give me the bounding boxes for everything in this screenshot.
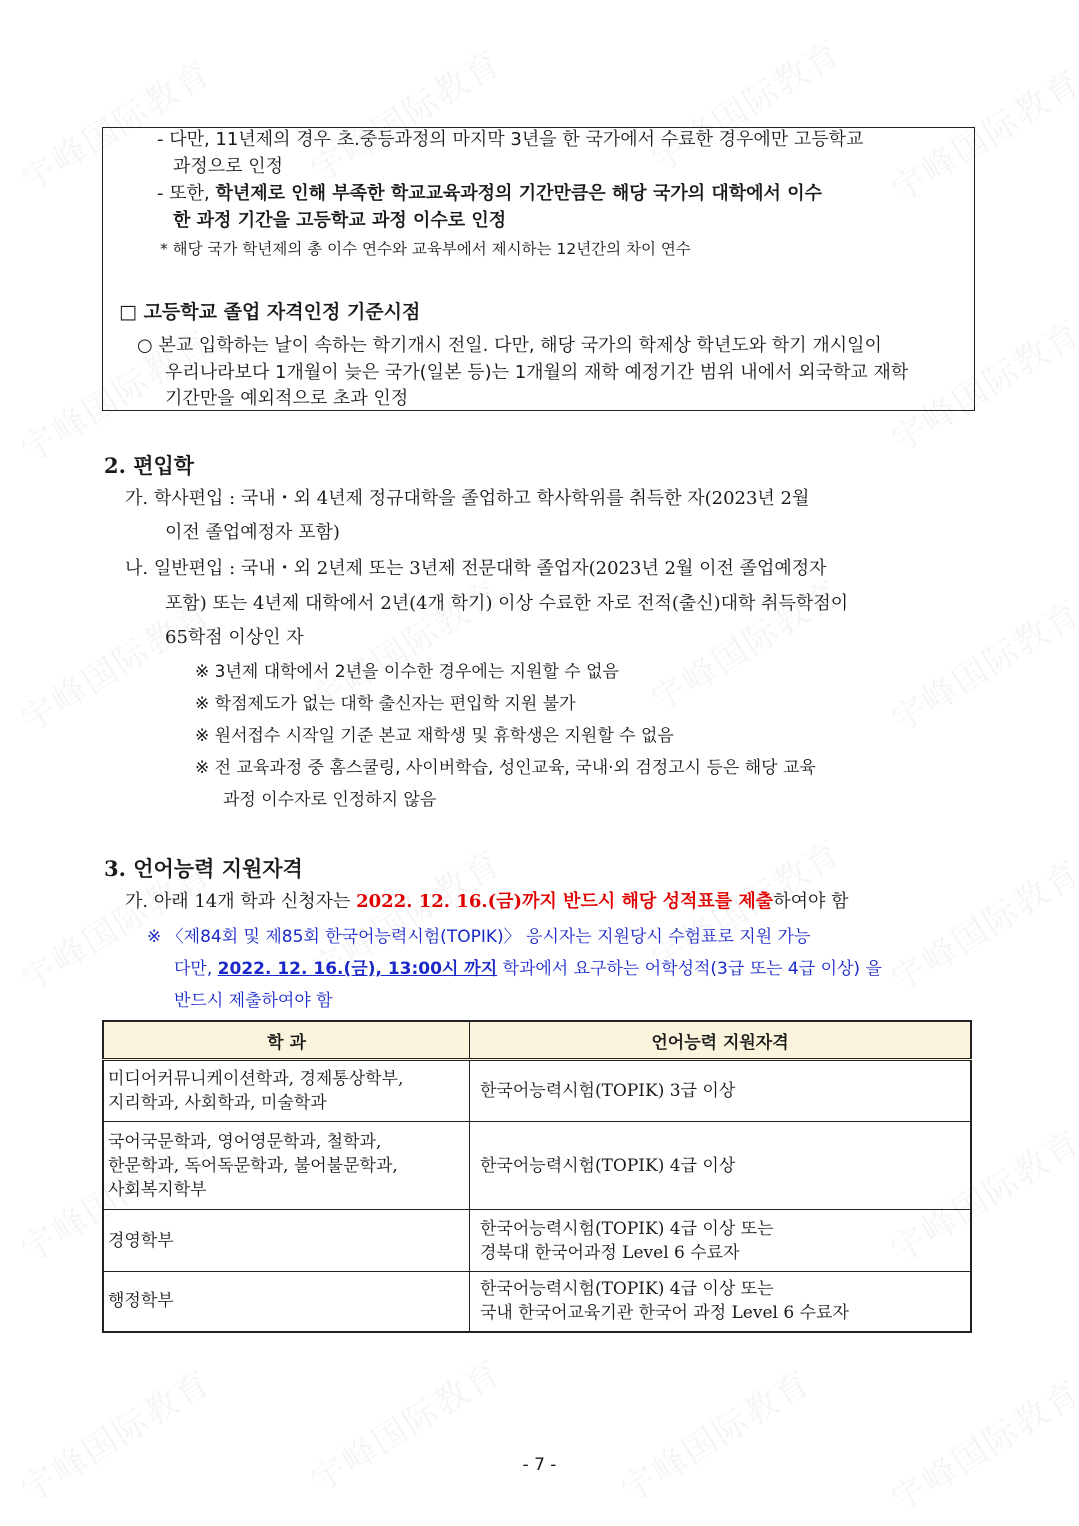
section-2-item-b-line-3: 65학점 이상인 자 [165,627,304,648]
box-line-2: 과정으로 인정 [173,156,284,177]
table-row [103,1272,971,1332]
table-cell-requirement [470,1060,972,1122]
section-3-item-a-suffix: 하여야 함 [773,891,849,912]
requirement-line: 한국어능력시험(TOPIK) 4급 이상 [480,1155,736,1176]
section-3-deadline-highlight: 2022. 12. 16.(금)까지 반드시 해당 성적표를 제출 [356,891,774,912]
box-line-3-bold: 학년제로 인해 부족한 학교교육과정의 기간만큼은 해당 국가의 대학에서 이수 [215,183,822,204]
table-row [103,1210,971,1272]
table-cell-dept [103,1272,470,1332]
table-cell-dept [103,1210,470,1272]
box-heading: □ 고등학교 졸업 자격인정 기준시점 [119,301,421,323]
watermark-text [610,1356,819,1512]
table-cell-requirement [470,1122,972,1210]
section-3-note-line-1: ※ 〈제84회 및 제85회 한국어능력시험(TOPIK)〉 응시자는 지원당시 수험표로 지원 가능 [147,927,811,947]
dept-line: 행정학부 [108,1291,174,1312]
language-requirement-table [102,1020,972,1333]
box-para-line-1: ○ 본교 입학하는 날이 속하는 학기개시 전일. 다만, 해당 국가의 학제상 학년도와 학기 개시일이 [137,335,882,356]
box-line-1: - 다만, 11년제의 경우 초.중등과정의 마지막 3년을 한 국가에서 수료한 경우에만 고등학교 [157,129,864,150]
requirement-line: 한국어능력시험(TOPIK) 3급 이상 [480,1081,736,1101]
dept-line: 국어국문학과, 영어영문학과, 철학과, [108,1131,382,1152]
section-3-note-line-3: 반드시 제출하여야 함 [174,991,333,1011]
table-cell-requirement [470,1272,972,1332]
section-2-item-b-line-2: 포함) 또는 4년제 대학에서 2년(4개 학기) 이상 수료한 자로 전적(출신)대학 취득학점이 [165,593,849,614]
table-cell-requirement [470,1210,972,1272]
dept-line: 미디어커뮤니케이션학과, 경제통상학부, [108,1069,404,1089]
box-para-line-2: 우리나라보다 1개월이 늦은 국가(일본 등)는 1개월의 재학 예정기간 범위 내에서 외국학교 재학 [165,362,909,383]
box-line-3 [157,182,822,206]
requirement-line: 경북대 한국어과정 Level 6 수료자 [480,1242,740,1263]
section-2-note-1: ※ 3년제 대학에서 2년을 이수한 경우에는 지원할 수 없음 [195,662,619,682]
section-2-note-2: ※ 학점제도가 없는 대학 출신자는 편입학 지원 불가 [195,694,576,714]
section-3-item-a-prefix: 가. 아래 14개 학과 신청자는 [125,891,357,912]
section-2-note-5: 과정 이수자로 인정하지 않음 [223,790,437,810]
table-cell-dept [103,1122,470,1210]
section-3-note-2-deadline: 2022. 12. 16.(금), 13:00시 까지 [217,959,498,979]
requirement-line: 한국어능력시험(TOPIK) 4급 이상 또는 [480,1218,774,1239]
watermark-text [880,846,1079,1002]
dept-line: 지리학과, 사회학과, 미술학과 [108,1093,327,1113]
section-3-note-line-2 [174,957,882,981]
watermark-text [10,1356,219,1512]
table-header-requirement: 언어능력 지원자격 [470,1021,972,1060]
watermark-text [640,566,849,722]
section-2-note-4: ※ 전 교육과정 중 홈스쿨링, 사이버학습, 성인교육, 국내·외 검정고시 등은 해당 교육 [195,758,816,778]
section-3-note-2-prefix: 다만, [174,959,218,979]
dept-line: 경영학부 [108,1230,174,1251]
box-note: * 해당 국가 학년제의 총 이수 연수와 교육부에서 제시하는 12년간의 차이 연수 [160,240,691,258]
watermark-text [880,586,1079,742]
section-3-title: 3. 언어능력 지원자격 [104,856,303,881]
section-2-item-b-line-1: 나. 일반편입 : 국내・외 2년제 또는 3년제 전문대학 졸업자(2023년 2월 이전 졸업예정자 [125,558,827,579]
section-3-item-a [125,890,848,914]
box-line-4: 한 과정 기간을 고등학교 과정 이수로 인정 [173,210,507,231]
table-header-dept: 학 과 [103,1021,470,1060]
watermark-text [880,1366,1079,1522]
requirement-line: 국내 한국어교육기관 한국어 과정 Level 6 수료자 [480,1303,849,1324]
section-2-note-3: ※ 원서접수 시작일 기준 본교 재학생 및 휴학생은 지원할 수 없음 [195,726,674,746]
dept-line: 한문학과, 독어독문학과, 불어불문학과, [108,1155,398,1176]
requirement-line: 한국어능력시험(TOPIK) 4급 이상 또는 [480,1279,774,1300]
section-2-title: 2. 편입학 [104,453,195,478]
table-row [103,1122,971,1210]
dept-line: 사회복지학부 [108,1179,207,1200]
section-2-item-a-line-1: 가. 학사편입 : 국내・외 4년제 정규대학을 졸업하고 학사학위를 취득한 자(2023년 2월 [125,488,810,509]
table-header-row [103,1021,971,1060]
page-number: - 7 - [522,1455,557,1475]
section-2-item-a-line-2: 이전 졸업예정자 포함) [165,522,340,543]
watermark-text [300,1346,509,1502]
box-line-3-prefix: - 또한, [157,183,216,204]
table-row [103,1060,971,1122]
section-3-note-2-suffix: 학과에서 요구하는 어학성적(3급 또는 4급 이상) 을 [497,959,882,979]
box-para-line-3: 기간만을 예외적으로 초과 인정 [165,388,409,409]
table-cell-dept [103,1060,470,1122]
